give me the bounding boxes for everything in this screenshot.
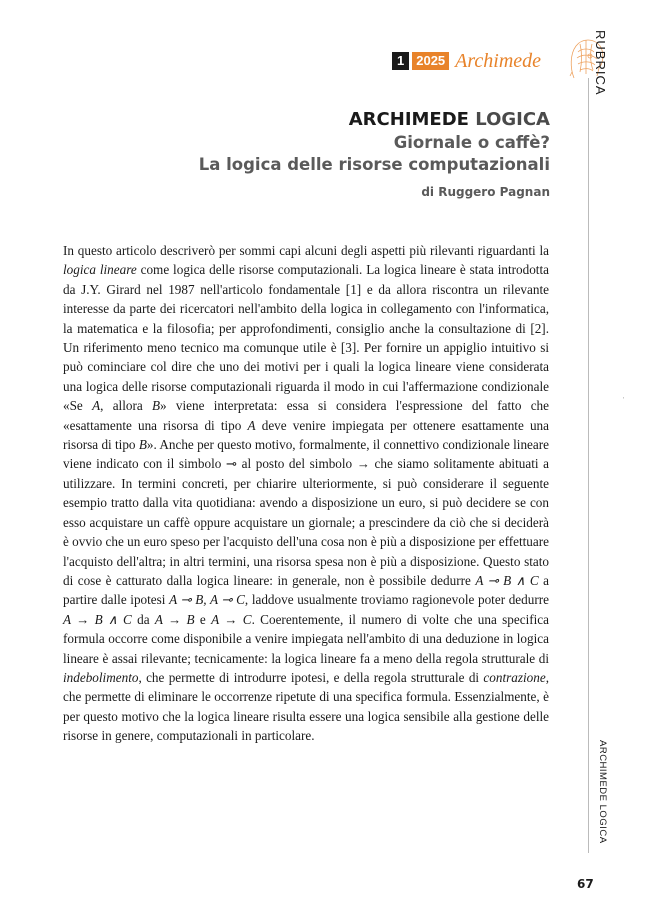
article-title-part2: LOGICA	[475, 109, 550, 130]
body-italic-segment: contrazione	[483, 669, 546, 685]
body-text-segment: , che permette di introdurre ipotesi, e della regola strutturale di	[138, 669, 484, 685]
body-text-segment: e	[194, 611, 212, 627]
page-number: 67	[577, 877, 594, 891]
article-subtitle-line2: La logica delle risorse computazionali	[198, 155, 550, 174]
body-italic-segment: A → B ∧ C	[63, 611, 132, 627]
article-title-part1: ARCHIMEDE	[348, 109, 469, 130]
body-italic-segment: B	[138, 437, 147, 453]
body-text-segment: come logica delle risorse computazionali. La logica lineare è stata introdotta da J.Y. Girard nel 1987 nell'articolo fondamentale [1] e da allora riscontra un rilevante interesse da parte dei ricercatori nell'ambito della logica in collegamento con l'informatica, la matematica e la filosofia; per approfondimenti, consiglio anche la consultazione di [2]. Un riferimento meno tecnico ma comunque utile è [3]. Per fornire un appiglio intuitivo si può cominciare col dire che uno dei motivi per i quali la logica lineare viene considerata una logica delle risorse computazionali riguarda il modo in cui l'affermazione condizionale «Se	[63, 262, 549, 414]
article-title-block	[90, 108, 550, 201]
body-text-segment: ». Anche per questo motivo, formalmente, il connettivo condizionale lineare viene indicato con il simbolo ⊸ al posto del simbolo → che siamo solitamente abituati a utilizzare. In termini concreti, per chiarire ulteriormente, si può considerare il seguente esempio tratto dalla vita quotidiana: avendo a disposizione un euro, si può decidere se con esso acquistare un caffè oppure acquistare un giornale; a prescindere da ciò che si deciderà è ovvio che un euro speso per l'acquisto dell'una cosa non è più a disposizione per effettuare l'acquisto dell'altra; in altri termini, una risorsa spesa non è più a disposizione. Questo stato di cose è catturato dalla logica lineare: in generale, non è possibile dedurre	[63, 437, 549, 588]
article-author: di Ruggero Pagnan	[421, 185, 550, 199]
article-body	[63, 241, 549, 746]
magazine-name: Archimede	[455, 50, 542, 72]
body-italic-segment: A → C	[211, 611, 252, 627]
issue-year: 2025	[412, 52, 449, 70]
issue-header	[392, 52, 541, 70]
section-label: RUBRICA	[593, 30, 608, 96]
body-text-segment: » viene interpretata: essa si considera l'espressione del fatto che «esattamente una risorsa di tipo	[63, 398, 550, 433]
body-text-segment: , allora	[100, 398, 152, 414]
body-italic-segment: A ⊸ B, A ⊸ C	[169, 592, 245, 608]
body-text-segment: . Coerentemente, il numero di volte che una specifica formula occorre come disponibile a venire impiegata nell'ambito di una deduzione in logica lineare è assai rilevante; tecnicamente: la logica lineare fa a meno della regola strutturale di	[63, 611, 549, 666]
body-text-segment: In questo articolo descriverò per sommi capi alcuni degli aspetti più rilevanti riguardanti la	[63, 243, 549, 258]
body-italic-segment: A	[92, 398, 101, 414]
body-text-segment: deve venire impiegata per ottenere esattamente una risorsa di tipo	[63, 417, 549, 453]
body-text-segment: , laddove usualmente troviamo ragionevole poter dedurre	[244, 592, 549, 608]
margin-divider	[588, 78, 589, 853]
body-italic-segment: A	[247, 417, 256, 433]
issue-number: 1	[392, 52, 409, 70]
body-text-segment: , che permette di eliminare le occorrenze ripetute di una specifica formula. Essenzialmente, è per questo motivo che la logica lineare risulta essere una logica sensibile alla gestione delle risorse in genere, computazionali in particolare.	[63, 669, 549, 744]
side-column-label: ARCHIMEDE LOGICA	[597, 740, 608, 844]
article-subtitle-line1: Giornale o caffè?	[393, 133, 550, 152]
body-italic-segment: B	[151, 398, 161, 414]
body-text-segment: a partire dalle ipotesi	[63, 572, 549, 608]
body-text-segment: da	[131, 611, 155, 627]
body-italic-segment: indebolimento	[63, 669, 139, 685]
margin-mark: ˌ	[622, 390, 625, 399]
article-title	[90, 108, 550, 132]
body-italic-segment: A ⊸ B ∧ C	[475, 572, 539, 588]
body-italic-segment: logica lineare	[63, 262, 137, 278]
body-italic-segment: A → B	[154, 611, 195, 627]
